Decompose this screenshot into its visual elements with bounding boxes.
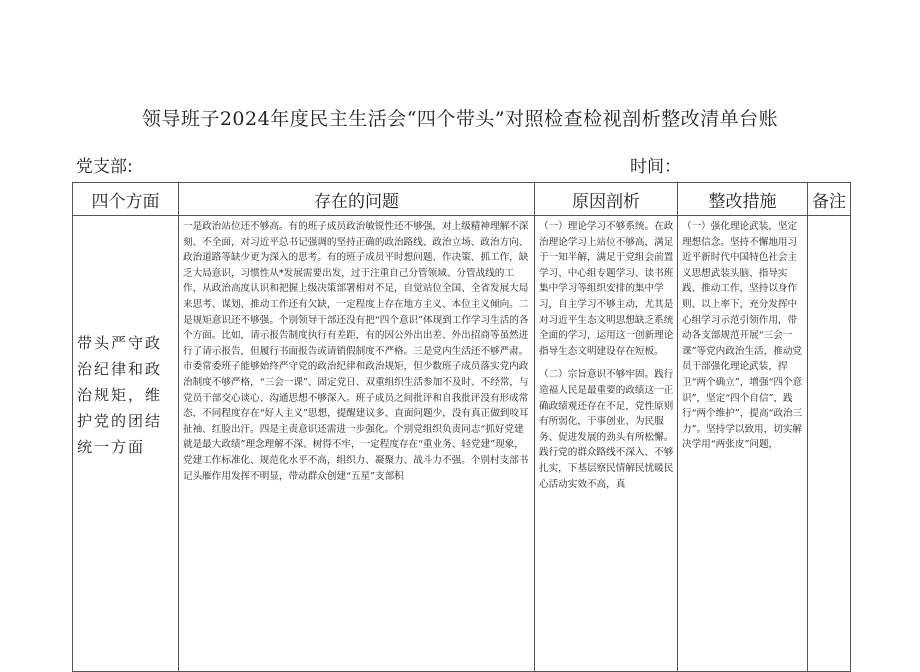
- cause-paragraph-2: （二）宗旨意识不够牢固。践行造福人民是最重要的政绩这一正确政绩观还存在不足，党性原则有所弱化，干事创业、为民服务、促进发展的劲头有所松懈。践行党的群众路线不深入、不够扎实，下基层察民情解民忧暖民心活动实效不高，真: [539, 369, 674, 490]
- problems-text: 一是政治站位还不够高。有的班子成员政治敏锐性还不够强，对上级精神理解不深刻、不全面，对习近平总书记强调的坚持正确的政治路线、政治立场、政治方向、政治道路等缺少更为深入的思考。有的班子成员平时想问题、作决策、抓工作，缺乏大局意识，习惯性从*发展需要出发，过于注重自己分管领域、分管战线的工作，从政治高度认识和把握上级决策部署相对不足，自觉站位全国、全省发展大局来思考、谋划、推动工作还有欠缺，一定程度上存在地方主义、本位主义倾向。二是规矩意识还不够强。个别领导干部还没有把“四个意识”体现到工作学习生活的各个方面。比如，请示报告制度执行有差距，有的因公外出出差、外出招商等虽然进行了请示报告，但履行书面报告或请销假制度不严格。三是党内生活还不够严肃。市委常委班子能够始终严守党的政治纪律和政治规矩，但少数班子成员落实党内政治制度不够严格，“三会一课”、固定党日、双重组织生活参加不及时、不经常，与党员干部交心谈心、沟通思想不够深入。班子成员之间批评和自我批评没有形成常态，不同程度存在“好人主义”思想，提醒建议多、直面问题少，没有真正做到咬耳扯袖、红脸出汗。四是主责意识还需进一步强化。个别党组织负责同志“抓好党建就是最大政绩”理念理解不深、树得不牢，一定程度存在“重业务、轻党建”现象，党建工作标准化、规范化水平不高，组织力、凝聚力、战斗力不强。个别村支部书记头雁作用发挥不明显，带动群众创建“五星”支部积: [183, 221, 529, 482]
- document-title: 领导班子2024年度民主生活会“四个带头”对照检查检视剖析整改清单台账: [141, 108, 779, 130]
- party-branch-label: 党支部:: [76, 157, 133, 177]
- table-header-row: [73, 183, 851, 216]
- measures-cell: [678, 216, 808, 672]
- header-measures: 整改措施: [678, 183, 808, 216]
- time-label: 时间：: [630, 157, 681, 177]
- table-row: [73, 216, 851, 672]
- header-aspect: 四个方面: [73, 183, 179, 216]
- causes-cell: [535, 216, 678, 672]
- cause-paragraph-1: （一）理论学习不够系统。在政治理论学习上站位不够高，满足于一知半解，满足于党组会前置学习、中心组专题学习、读书班集中学习等组织安排的集中学习，自主学习不够主动，尤其是对习近平生态文明思想缺乏系统全面的学习，运用这一创新理论指导生态文明建设存在短板。: [539, 221, 674, 357]
- inspection-ledger-table: [72, 182, 851, 672]
- problems-cell: [179, 216, 535, 672]
- header-problems: 存在的问题: [179, 183, 535, 216]
- header-remarks: 备注: [808, 183, 851, 216]
- remarks-cell: [808, 216, 851, 672]
- aspect-cell: 带头严守政治纪律和政治规矩，维护党的团结统一方面: [73, 216, 179, 672]
- measures-text: （一）强化理论武装，坚定理想信念。坚持不懈地用习近平新时代中国特色社会主义思想武装头脑、指导实践、推动工作，坚持以身作则、以上率下，充分发挥中心组学习示范引领作用，带动各支部规范开展“三会一课”等党内政治生活，推动党员干部强化理论武装，捍卫“两个确立”，增强“四个意识”，坚定“四个自信”，践行“两个维护”，提高“政治三力”。坚持学以致用，切实解决学用“两张皮”问题，: [682, 221, 803, 451]
- header-causes: 原因剖析: [535, 183, 678, 216]
